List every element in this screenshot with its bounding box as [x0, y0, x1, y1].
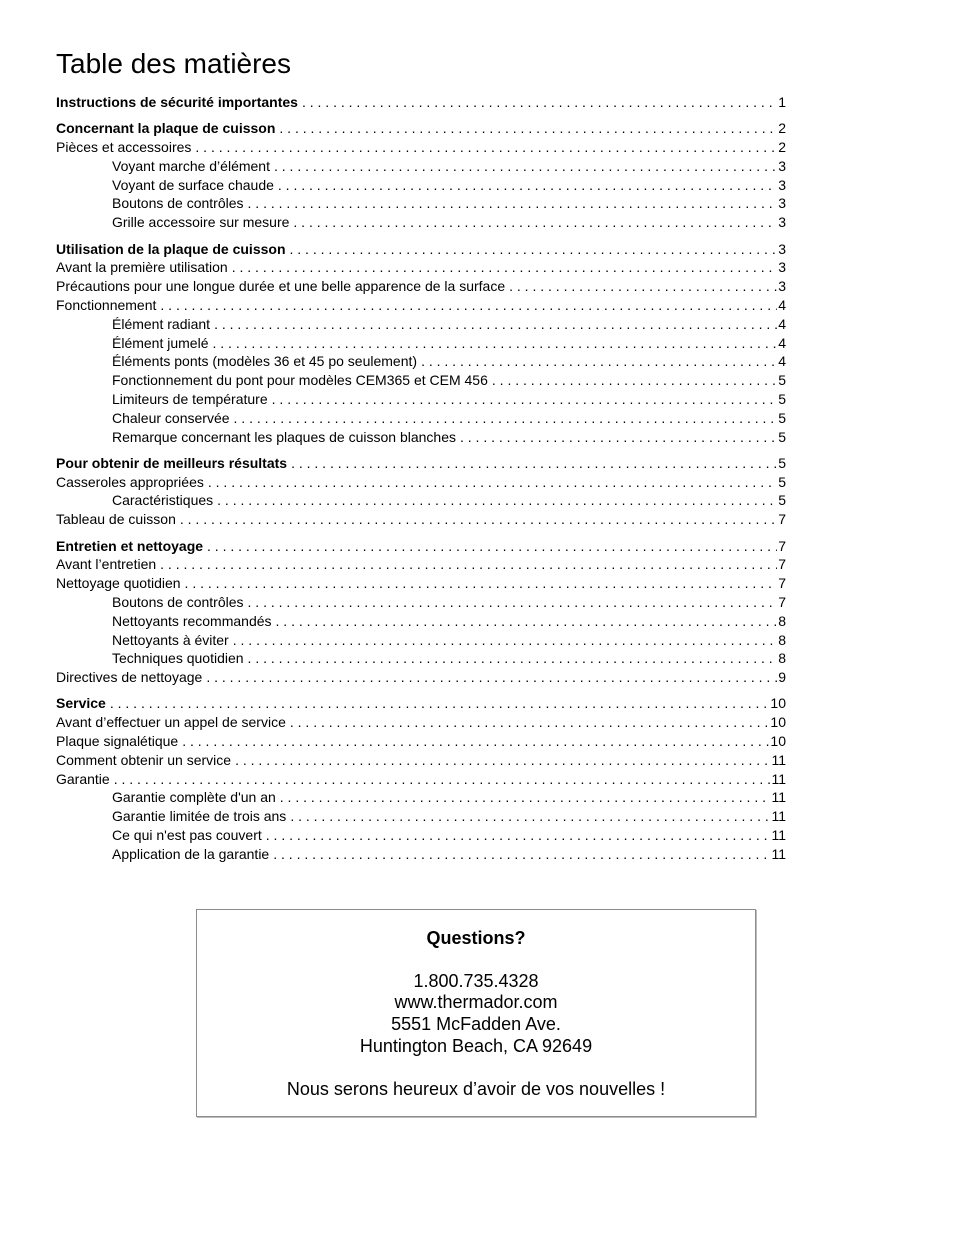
contact-box [196, 909, 756, 1117]
toc-page-number: 4 [778, 296, 786, 313]
toc-page-number: 11 [771, 808, 786, 825]
toc-dot-leader [195, 138, 777, 157]
toc-page-number: 8 [778, 631, 786, 648]
toc-dot-leader [421, 352, 777, 371]
toc-section-heading [56, 119, 786, 138]
toc-section-heading [56, 93, 786, 112]
toc-dot-leader [509, 277, 777, 296]
toc-entry-label: Ce qui n'est pas couvert [112, 826, 262, 843]
toc-page-number: 7 [778, 593, 786, 610]
toc-entry [56, 574, 786, 593]
toc-page-number: 2 [778, 139, 786, 156]
page-title: Table des matières [56, 48, 292, 79]
toc-page-number: 11 [771, 845, 786, 862]
toc-dot-leader [279, 119, 777, 138]
toc-page-number: 3 [778, 240, 786, 257]
toc-entry [56, 258, 786, 277]
toc-dot-leader [233, 631, 777, 650]
toc-page-number: 5 [778, 372, 786, 389]
toc-entry-label: Élément radiant [112, 315, 211, 332]
toc-page-number: 5 [778, 454, 786, 471]
toc-subentry [56, 409, 786, 428]
toc-page-number: 3 [778, 214, 786, 231]
toc-entry [56, 555, 786, 574]
toc-subentry [56, 593, 786, 612]
toc-entry [56, 713, 786, 732]
toc-page-number: 3 [778, 259, 786, 276]
toc-entry-label: Service [56, 695, 106, 712]
toc-dot-leader [302, 93, 777, 112]
contact-website: www.thermador.com [394, 992, 558, 1013]
toc-page-number: 10 [770, 733, 786, 749]
toc-entry-label: Élément jumelé [112, 334, 209, 351]
toc-page-number: 9 [778, 669, 786, 686]
toc-subentry [56, 807, 786, 826]
toc-section [56, 119, 786, 232]
toc-entry [56, 277, 786, 296]
toc-dot-leader [273, 845, 770, 864]
toc-entry-label: Casseroles appropriées [56, 473, 204, 490]
toc-entry-label: Précautions pour une longue durée et une belle apparence de la surface [56, 278, 506, 295]
toc-dot-leader [290, 240, 778, 259]
toc-section [56, 537, 786, 687]
toc-entry-label: Avant la première utilisation [56, 259, 228, 276]
toc-entry [56, 510, 786, 529]
toc-subentry [56, 428, 786, 447]
toc-dot-leader [248, 593, 778, 612]
toc-section-heading [56, 537, 786, 556]
toc-subentry [56, 352, 786, 371]
toc-dot-leader [280, 788, 771, 807]
toc-dot-leader [217, 491, 777, 510]
toc-entry [56, 138, 786, 157]
toc-dot-leader [272, 390, 778, 409]
toc-entry-label: Concernant la plaque de cuisson [56, 120, 276, 137]
toc-page-number: 5 [778, 409, 786, 426]
toc-page-number: 5 [778, 492, 786, 509]
toc-page-number: 11 [771, 770, 786, 787]
toc-dot-leader [274, 157, 777, 176]
toc-dot-leader [207, 537, 777, 556]
toc-dot-leader [232, 258, 777, 277]
toc-entry-label: Garantie [56, 770, 110, 787]
toc-section-heading [56, 694, 786, 713]
toc-dot-leader [460, 428, 777, 447]
toc-subentry [56, 788, 786, 807]
toc-entry-label: Voyant de surface chaude [112, 176, 274, 193]
toc-dot-leader [160, 296, 777, 315]
toc-page-number: 11 [771, 789, 786, 806]
toc-dot-leader [290, 807, 770, 826]
toc-dot-leader [180, 510, 777, 529]
toc-entry-label: Pour obtenir de meilleurs résultats [56, 454, 288, 471]
toc-dot-leader [290, 713, 770, 732]
toc-page-number: 8 [778, 612, 786, 629]
toc-dot-leader [291, 454, 777, 473]
toc-entry-label: Boutons de contrôles [112, 593, 244, 610]
toc-page-number: 5 [778, 390, 786, 407]
toc-entry-label: Garantie limitée de trois ans [112, 808, 287, 825]
toc-dot-leader [293, 213, 777, 232]
toc-entry-label: Chaleur conservée [112, 409, 230, 426]
toc-page-number: 7 [778, 556, 786, 573]
contact-phone: 1.800.735.4328 [413, 970, 539, 991]
toc-dot-leader [235, 751, 770, 770]
toc-entry-label: Caractéristiques [112, 492, 214, 509]
toc-dot-leader [234, 409, 778, 428]
toc-dot-leader [213, 334, 778, 353]
toc-subentry [56, 612, 786, 631]
toc-entry-label: Avant d’effectuer un appel de service [56, 714, 286, 731]
toc-entry-label: Limiteurs de température [112, 390, 268, 407]
toc-subentry [56, 371, 786, 390]
toc-entry-label: Voyant marche d’élément [112, 157, 270, 174]
toc-entry [56, 668, 786, 687]
toc-entry-label: Grille accessoire sur mesure [112, 214, 290, 231]
toc-page-number: 7 [778, 537, 786, 554]
toc-page-number: 11 [771, 751, 786, 768]
contact-closing: Nous serons heureux d’avoir de vos nouvelles ! [286, 1079, 666, 1100]
toc-entry-label: Fonctionnement du pont pour modèles CEM365 et CEM 456 [112, 372, 488, 389]
toc-entry [56, 296, 786, 315]
toc-entry [56, 732, 786, 751]
toc-dot-leader [185, 574, 778, 593]
toc-entry-label: Garantie complète d'un an [112, 789, 276, 806]
toc-dot-leader [214, 315, 777, 334]
toc-entry-label: Boutons de contrôles [112, 195, 244, 212]
toc-page-number: 2 [778, 120, 786, 137]
toc-page-number: 8 [778, 650, 786, 667]
toc-entry-label: Entretien et nettoyage [56, 537, 204, 554]
toc-subentry [56, 826, 786, 845]
toc-section [56, 93, 786, 112]
toc-page-number: 4 [778, 334, 786, 351]
toc-page-number: 1 [778, 94, 786, 110]
toc-entry-label: Application de la garantie [112, 845, 270, 862]
toc-subentry [56, 631, 786, 650]
toc-subentry [56, 649, 786, 668]
toc-page-number: 3 [778, 195, 786, 212]
toc-dot-leader [160, 555, 777, 574]
toc-entry-label: Nettoyage quotidien [56, 575, 181, 592]
toc-page-number: 5 [778, 428, 786, 445]
toc-entry-label: Nettoyants à éviter [112, 631, 229, 648]
toc-section [56, 454, 786, 529]
toc-section [56, 694, 786, 863]
toc-page-number: 3 [778, 157, 786, 174]
toc-entry-label: Fonctionnement [56, 296, 157, 313]
toc-page-number: 10 [770, 695, 786, 712]
contact-heading: Questions? [426, 928, 526, 948]
toc-dot-leader [110, 694, 770, 713]
toc-page-number: 7 [778, 511, 786, 528]
toc-subentry [56, 390, 786, 409]
toc-entry-label: Nettoyants recommandés [112, 612, 272, 629]
toc-dot-leader [182, 732, 769, 751]
toc-dot-leader [248, 194, 778, 213]
toc-entry-label: Utilisation de la plaque de cuisson [56, 240, 286, 257]
toc-subentry [56, 176, 786, 195]
toc-entry-label: Remarque concernant les plaques de cuisson blanches [112, 428, 456, 445]
toc-subentry [56, 334, 786, 353]
toc-page-number: 11 [771, 826, 786, 843]
toc-page-number: 3 [778, 176, 786, 193]
table-of-contents [56, 93, 786, 871]
toc-section-heading [56, 454, 786, 473]
toc-page-number: 10 [770, 714, 786, 731]
toc-entry-label: Pièces et accessoires [56, 139, 192, 156]
toc-page-number: 7 [778, 575, 786, 592]
toc-page-number: 3 [778, 278, 786, 295]
toc-section-heading [56, 240, 786, 259]
contact-address-line1: 5551 McFadden Ave. [391, 1014, 561, 1035]
toc-subentry [56, 491, 786, 510]
toc-entry-label: Éléments ponts (modèles 36 et 45 po seulement) [112, 353, 418, 370]
toc-dot-leader [278, 176, 777, 195]
toc-entry-label: Plaque signalétique [56, 733, 179, 749]
toc-section [56, 240, 786, 447]
toc-page-number: 5 [778, 473, 786, 490]
toc-subentry [56, 157, 786, 176]
toc-dot-leader [492, 371, 777, 390]
toc-entry-label: Directives de nettoyage [56, 669, 203, 686]
toc-subentry [56, 194, 786, 213]
toc-entry [56, 473, 786, 492]
toc-entry-label: Tableau de cuisson [56, 511, 176, 528]
toc-page-number: 4 [778, 353, 786, 370]
toc-dot-leader [266, 826, 771, 845]
contact-address-line2: Huntington Beach, CA 92649 [359, 1035, 593, 1056]
toc-dot-leader [114, 770, 771, 789]
toc-dot-leader [276, 612, 778, 631]
toc-subentry [56, 213, 786, 232]
toc-entry [56, 770, 786, 789]
toc-entry-label: Avant l’entretien [56, 556, 157, 573]
toc-entry-label: Techniques quotidien [112, 650, 244, 667]
toc-page-number: 4 [778, 315, 786, 332]
toc-subentry [56, 315, 786, 334]
toc-dot-leader [208, 473, 777, 492]
toc-entry-label: Comment obtenir un service [56, 751, 232, 768]
toc-subentry [56, 845, 786, 864]
toc-dot-leader [206, 668, 777, 687]
toc-dot-leader [248, 649, 778, 668]
toc-entry [56, 751, 786, 770]
toc-entry-label: Instructions de sécurité importantes [56, 94, 298, 110]
